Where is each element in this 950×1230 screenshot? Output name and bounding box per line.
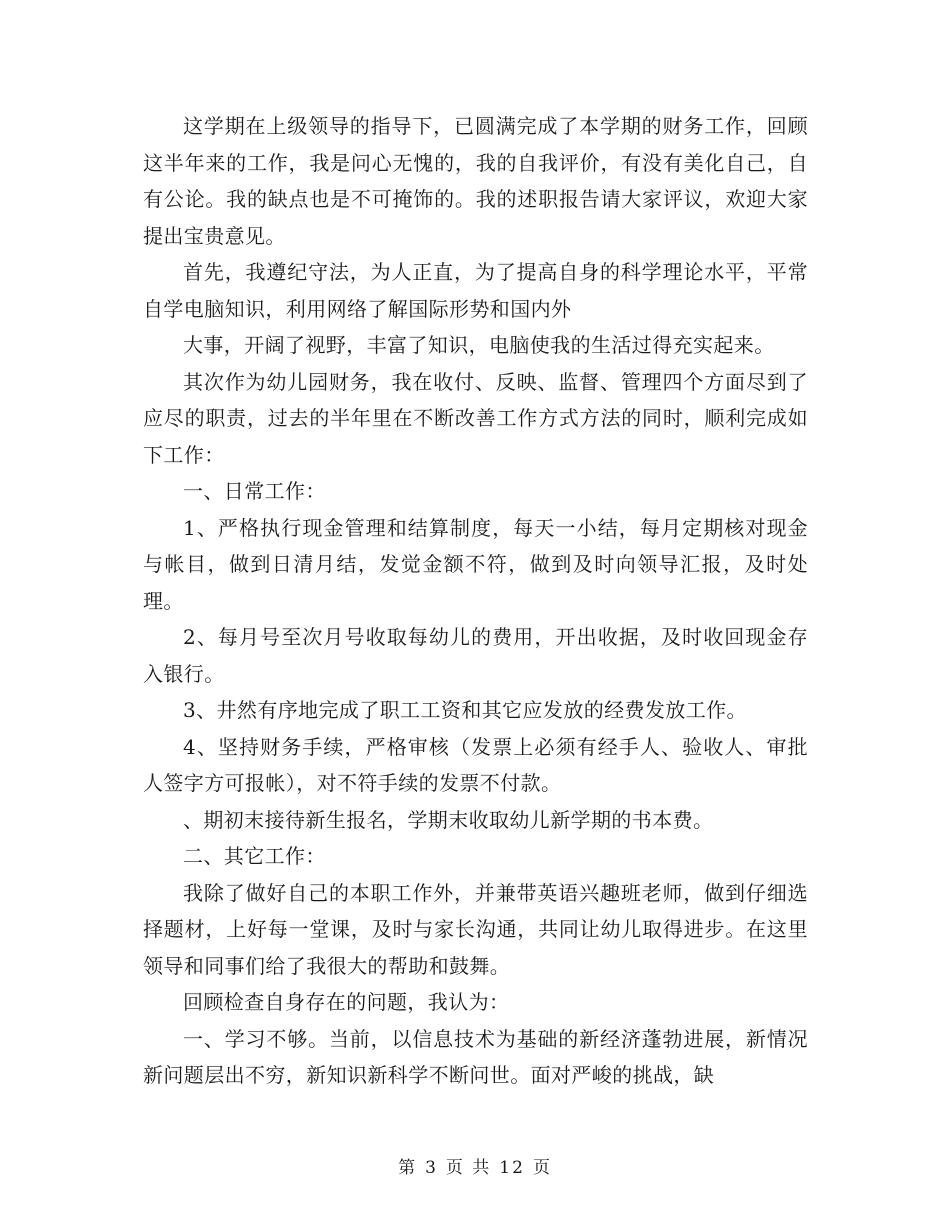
paragraph-review: 回顾检查自身存在的问题，我认为： — [183, 990, 510, 1014]
footer-middle: 页 共 — [445, 1158, 492, 1178]
list-item-3: 3、井然有序地完成了职工工资和其它应发放的经费发放工作。 — [183, 698, 747, 722]
list-item-2: 2、每月号至次月号收取每幼儿的费用，开出收据，及时收回现金存入银行。 — [143, 625, 808, 686]
section-heading-daily-work: 一、日常工作： — [183, 479, 326, 503]
paragraph-intro: 这学期在上级领导的指导下，已圆满完成了本学期的财务工作，回顾这半年来的工作，我是问心无愧的，我的自我评价，有没有美化自己，自有公论。我的缺点也是不可掩饰的。我的述职报告请大家评议，欢迎大家提出宝贵意见。 — [143, 114, 808, 248]
footer-suffix: 页 — [532, 1158, 552, 1178]
page-footer — [0, 1153, 950, 1178]
paragraph-other-work: 我除了做好自己的本职工作外，并兼带英语兴趣班老师，做到仔细选择题材，上好每一堂课，及时与家长沟通，共同让幼儿取得进步。在这里领导和同事们给了我很大的帮助和鼓舞。 — [143, 880, 808, 978]
section-heading-other-work: 二、其它工作： — [183, 844, 326, 868]
list-item-1: 1、严格执行现金管理和结算制度，每天一小结，每月定期核对现金与帐目，做到日清月结，发觉金额不符，做到及时向领导汇报，及时处理。 — [143, 515, 808, 613]
document-body — [143, 108, 808, 1094]
list-item-4: 4、坚持财务手续，严格审核（发票上必须有经手人、验收人、审批人签字方可报帐），对不符手续的发票不付款。 — [143, 734, 808, 795]
paragraph-first: 首先，我遵纪守法，为人正直，为了提高自身的科学理论水平，平常自学电脑知识，利用网络了解国际形势和国内外 — [143, 260, 808, 321]
footer-total-pages: 12 — [499, 1158, 525, 1178]
list-item-5: 、期初末接待新生报名，学期末收取幼儿新学期的书本费。 — [183, 807, 714, 832]
paragraph-problem-1: 一、学习不够。当前，以信息技术为基础的新经济蓬勃进展，新情况新问题层出不穷，新知识新科学不断问世。面对严峻的挑战，缺 — [143, 1026, 808, 1087]
paragraph-first-cont: 大事，开阔了视野，丰富了知识，电脑使我的生活过得充实起来。 — [183, 333, 775, 357]
paragraph-second: 其次作为幼儿园财务，我在收付、反映、监督、管理四个方面尽到了应尽的职责，过去的半年里在不断改善工作方式方法的同时，顺利完成如下工作： — [143, 369, 808, 467]
footer-current-page: 3 — [425, 1158, 438, 1178]
footer-prefix: 第 — [398, 1158, 418, 1178]
